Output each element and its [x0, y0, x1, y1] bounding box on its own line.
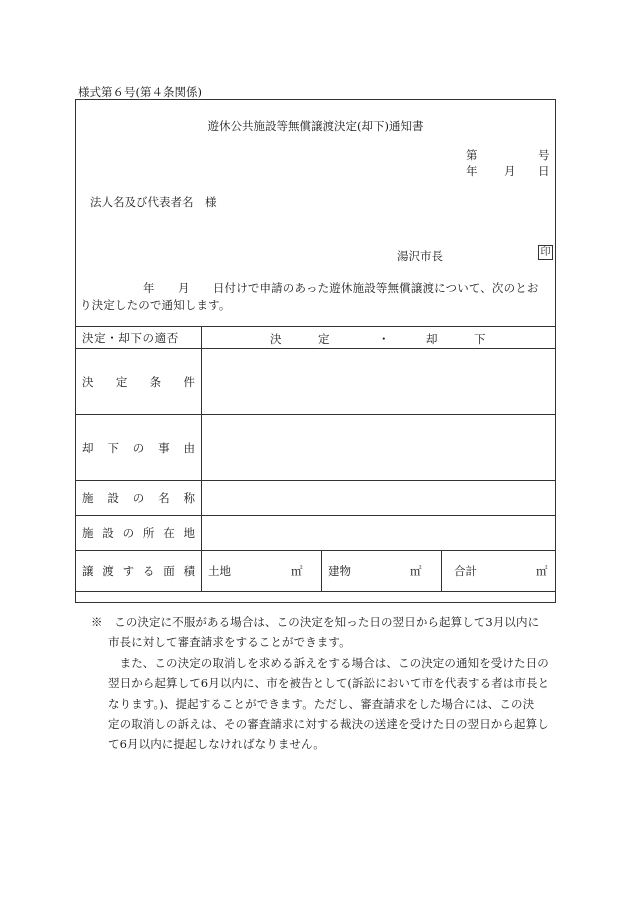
label-char: の	[122, 526, 135, 540]
notice-line: て6月以内に提起しなければなりません。	[108, 737, 325, 752]
decision-option: 却	[426, 332, 438, 346]
notice-text: この決定に不服がある場合は、この決定を知った日の翌日から起算して3月以内に	[114, 615, 540, 629]
label-char: 在	[163, 526, 175, 540]
label-char: る	[142, 564, 155, 578]
decision-option: ・	[378, 332, 390, 346]
label-char: 渡	[102, 564, 114, 578]
building-label: 建物	[328, 564, 351, 578]
decision-options-cell	[202, 327, 556, 349]
seal-mark: 印	[538, 245, 553, 260]
label-char: 称	[183, 491, 195, 505]
label-char: 面	[163, 564, 175, 578]
label-char: 条	[149, 374, 162, 389]
label-char: の	[132, 491, 145, 505]
land-area-cell[interactable]	[202, 551, 322, 591]
notice-line: 定の取消しの訴えは、その審査請求に対する裁決の送達を受けた日の翌日から起算し	[108, 717, 549, 732]
decision-option: 決	[270, 332, 282, 346]
label-char: 却	[82, 440, 94, 455]
land-label: 土地	[208, 564, 231, 578]
facility-name-label	[82, 490, 201, 506]
notice-line: 翌日から起算して6月以内に、市を被告として(訴訟において市を代表する者は市長と	[108, 676, 550, 691]
building-area-cell[interactable]	[322, 551, 442, 591]
label-char: 定	[115, 374, 128, 389]
number-suffix: 号	[538, 148, 550, 162]
transfer-area-row	[76, 551, 556, 592]
decision-label: 決定・却下の適否	[82, 330, 179, 345]
decision-option: 定	[318, 332, 330, 346]
label-char: 譲	[82, 564, 94, 578]
number-prefix: 第	[466, 148, 478, 162]
facility-location-row	[76, 516, 556, 551]
facility-location-value-cell[interactable]	[202, 516, 556, 551]
notice-line: 市長に対して審査請求をすることができます。	[108, 635, 351, 650]
label-char: 下	[107, 440, 119, 455]
label-char: の	[132, 440, 145, 455]
body-line: 年 月 日付けで申請のあった遊休施設等無償譲渡について、次のとお	[143, 281, 539, 295]
label-char: 件	[183, 374, 195, 389]
date-day: 日	[538, 164, 550, 178]
facility-name-row	[76, 481, 556, 516]
decision-label-cell	[76, 327, 202, 349]
document-number-row	[466, 147, 548, 161]
body-line: り決定したので通知します。	[80, 298, 231, 312]
form-number-label: 様式第６号(第４条関係)	[78, 85, 202, 99]
label-char: 設	[102, 526, 114, 540]
decision-table	[75, 326, 556, 592]
building-unit: ㎡	[410, 564, 422, 578]
notice-line	[91, 612, 557, 632]
rejection-label	[82, 440, 201, 456]
date-year: 年	[466, 164, 478, 178]
rejection-reason-row	[76, 415, 556, 481]
decision-option: 下	[474, 332, 486, 346]
facility-name-value-cell[interactable]	[202, 481, 556, 516]
conditions-row	[76, 349, 556, 415]
total-unit: ㎡	[536, 564, 548, 578]
notice-line: なります。)、提起することができます。ただし、審査請求をした場合には、この決	[108, 696, 535, 711]
rejection-label-cell	[76, 415, 202, 481]
addressee: 法人名及び代表者名 様	[90, 195, 217, 209]
conditions-label	[82, 374, 201, 390]
label-char: 由	[183, 440, 195, 455]
label-char: 地	[183, 526, 195, 540]
label-char: 所	[142, 526, 155, 540]
notice-frame	[75, 99, 556, 603]
land-unit: ㎡	[291, 564, 303, 578]
label-char: 事	[158, 440, 170, 455]
date-month: 月	[504, 164, 516, 178]
label-char: 設	[107, 491, 119, 505]
rejection-value-cell[interactable]	[202, 415, 556, 481]
label-char: 施	[82, 526, 94, 540]
conditions-value-cell[interactable]	[202, 349, 556, 415]
label-char: 決	[82, 374, 94, 389]
notice-line: また、この決定の取消しを求める訴えをする場合は、この決定の通知を受けた日の	[108, 655, 549, 670]
document-title: 遊休公共施設等無償譲渡決定(却下)通知書	[207, 119, 424, 133]
issuer-name: 湯沢市長	[397, 249, 443, 263]
facility-name-label-cell	[76, 481, 202, 516]
label-char: 名	[158, 491, 170, 505]
document-date-row	[466, 163, 548, 177]
transfer-area-label-cell	[76, 551, 202, 592]
decision-row	[76, 327, 556, 349]
conditions-label-cell	[76, 349, 202, 415]
facility-location-label	[82, 525, 201, 541]
transfer-area-values-cell	[202, 551, 556, 592]
total-label: 合計	[454, 564, 477, 578]
label-char: す	[122, 564, 135, 578]
label-char: 施	[82, 491, 94, 505]
total-area-cell[interactable]	[442, 551, 556, 591]
note-mark: ※	[91, 615, 103, 629]
area-subtable	[202, 551, 555, 591]
appeal-notice	[91, 612, 557, 755]
label-char: 積	[183, 564, 195, 578]
transfer-area-label	[82, 563, 201, 579]
notice-body	[80, 280, 552, 314]
facility-location-label-cell	[76, 516, 202, 551]
